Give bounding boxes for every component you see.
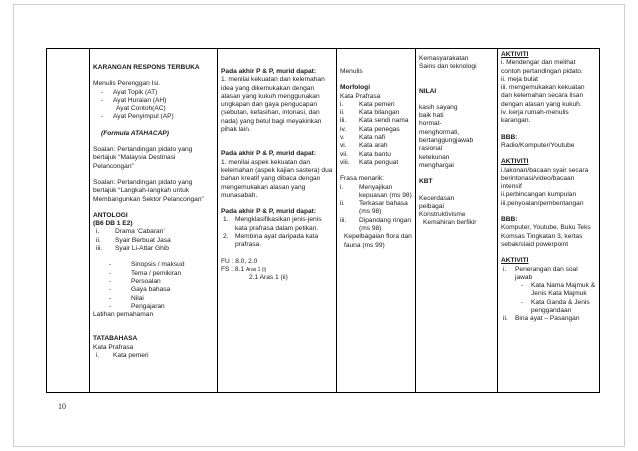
aktiviti-item: iii.penyoalan/pembentangan <box>501 199 584 207</box>
nilai-item: menghormati, <box>419 128 460 136</box>
list-item: ii. Syair Berbuat Jasa <box>96 236 171 244</box>
aktiviti-item: iv. kerja rumah-menulis karangan. <box>501 109 569 125</box>
list-item: i. Penerangan dan soal jawab <box>503 265 578 281</box>
kbt-item: Kemahiran berfikir <box>423 219 477 227</box>
fs-label: FS : 8.1 Aras 1 (i) <box>221 265 267 273</box>
aktiviti-item: i.lakonan/bacaan syair secara berintonasi/video/bacaan intensif <box>501 166 589 191</box>
theme-line: Kemasyarakatan <box>419 55 469 62</box>
aktiviti-heading: AKTIVITI <box>501 158 529 166</box>
table-row <box>47 49 600 393</box>
nilai-item: ketekunan <box>419 153 450 161</box>
list-item: ii. Bina ayat – Pasangan <box>503 315 580 323</box>
list-item: - Pengajaran <box>109 302 165 310</box>
nilai-item: menghargai <box>419 161 454 169</box>
objective-heading: Pada akhir P & P, murid dapat: <box>221 150 317 158</box>
list-item: - Nilai <box>109 294 144 302</box>
nilai-item: baik hati <box>419 112 444 120</box>
frasa-heading: Frasa menarik: <box>340 175 384 183</box>
list-item: vii. Kata bantu <box>340 150 391 158</box>
aktiviti-item: ii. meja bulat <box>501 75 539 83</box>
list-item: - Kata Nama Majmuk & Jenis Kata Majmuk <box>521 282 596 298</box>
aktiviti-item: i. Mendengar dan melihat contoh pertandingan pidato. <box>501 59 583 75</box>
list-item: - Tema / pemikiran <box>109 269 182 277</box>
question-1: Soalan: Pertandingan pidato yang bertajuk “Malaysia Destinasi Pelancongan” <box>93 146 193 170</box>
activities-cell <box>498 49 600 393</box>
nilai-item: rasional <box>419 145 443 153</box>
morfologi-heading: Morfologi <box>340 84 371 92</box>
list-item: ii. Kata bilangan <box>340 109 400 117</box>
empty-cell <box>47 49 90 393</box>
antologi-code: (B6 DB 1 E2) <box>93 220 133 228</box>
list-item: 2. Membina ayat daripada kata prafrasa. <box>223 233 319 249</box>
kbt-item: Kecerdasan <box>419 194 455 202</box>
antologi-heading: ANTOLOGI <box>93 211 128 219</box>
page-number: 10 <box>58 402 66 411</box>
menulis-label: Menulis <box>340 68 363 75</box>
lesson-plan-table <box>46 48 600 393</box>
aktiviti-item: ii.perbincangan kumpulan <box>501 191 577 199</box>
list-item: iii. Dipandang ringan (ms 98) <box>340 216 412 233</box>
list-item: ii. Terkasar bahasa (ms 98) <box>340 200 408 216</box>
list-item: i. Drama ‘Cabaran’ <box>96 228 165 236</box>
fu-label: FU : 8.0, 2.0 <box>221 257 258 265</box>
list-item: - Sinopsis / maksud <box>109 261 185 269</box>
list-item: Ayat Contoh(AC) <box>116 105 166 113</box>
nilai-item: kasih sayang <box>419 103 458 111</box>
objective-text: 1. menilai kekuatan dan kelemahan idea yang dikemukakan dengan alasan yang kukuh menggunakan ungkapan dan gaya pengucapan (sebutan, kefasihan, intonasi, dan nada) yang betul bagi meyakinkan pihak lain. <box>221 76 325 134</box>
kbt-item: Konstruktivisme <box>419 211 466 219</box>
kata-prafrasa-label: Kata Prafrasa <box>340 92 381 100</box>
fs-line2: 2.1 Aras 1 (ii) <box>249 274 288 282</box>
list-item: i. Menyajikan kepuasan (ms 98) <box>340 183 412 199</box>
aktiviti-heading: AKTIVITI <box>501 257 529 265</box>
karangan-heading: KARANGAN RESPONS TERBUKA <box>93 64 200 71</box>
nilai-item: hormat- <box>419 120 442 128</box>
theme-line: Sains dan teknologi <box>419 63 477 71</box>
values-cell <box>416 49 498 393</box>
list-item: 1. Mengklasifikasikan jenis-jenis kata prafrasa dalam petikan. <box>223 216 322 232</box>
nilai-heading: NILAI <box>419 87 437 95</box>
list-item: - Kata Ganda & Jenis penggandaan <box>521 298 590 315</box>
list-item: i. Kata pemeri <box>96 352 149 360</box>
tatabahasa-heading: TATABAHASA <box>93 335 138 343</box>
list-item: i. Kata pemeri <box>340 100 395 108</box>
question-2: Soalan: Pertandingan pidato yang bertajuk “Langkah-langkah untuk Membangunkan Sektor Pelancongan” <box>93 178 204 203</box>
objective-text: 1. menilai aspek kekuatan dan kelemahan (aspek kajian sastera) dua bahan kreatif yang dibaca dengan mengemukakan alasan yang munasabah. <box>221 158 333 199</box>
kbt-heading: KBT <box>419 178 433 186</box>
objective-heading: Pada akhir P & P, murid dapat: <box>221 68 317 75</box>
bbb-text: Radio/Komputer/Youtube <box>501 141 575 149</box>
list-item: v. Kata nafi <box>340 134 386 142</box>
list-item: - Ayat Penyimpul (AP) <box>101 113 174 121</box>
aktiviti-item: iii. mengemukakan kekuatan dan kelemahan secara lisan dengan alasan yang kukuh. <box>501 84 585 108</box>
list-item: iii. Kata sendi nama <box>340 117 409 125</box>
nilai-item: bertanggungjawab <box>419 137 474 145</box>
objectives-cell <box>218 49 337 393</box>
list-item: viii. Kata penguat <box>340 158 399 166</box>
list-item: - Gaya bahasa <box>109 286 171 294</box>
skills-cell <box>337 49 416 393</box>
aktiviti-heading: AKTIVITI <box>501 51 529 58</box>
list-item: iii. Syair Li-Attar Ghib <box>96 245 169 253</box>
formula-label: (Formula ATAHACAP) <box>101 129 170 137</box>
content-cell <box>90 49 218 393</box>
latihan-label: Latihan pemahaman <box>93 311 154 319</box>
kbt-item: pelbagai <box>419 202 444 210</box>
list-item: vi. Kata arah <box>340 142 388 150</box>
list-item: iv. Kata penegas <box>340 125 400 133</box>
list-item: - Ayat Topik (AT) <box>101 88 158 96</box>
bbb-heading: BBB: <box>501 133 518 141</box>
bbb-heading: BBB: <box>501 216 518 224</box>
objective-heading: Pada akhir P & P, murid dapat: <box>221 208 317 216</box>
frasa-last: Kepelbagaian flora dan fauna (ms 99) <box>344 233 412 249</box>
menulis-intro: Menulis Perenggan Isi. <box>93 80 161 88</box>
list-item: - Persoalan <box>109 277 161 285</box>
list-item: - Ayat Huraian (AH) <box>101 96 167 104</box>
bbb-text: Komputer, Youtube, Buku Teks Komsas Tingkatan 3, kertas sebak/slaid powerpoint <box>501 224 591 248</box>
kata-prafrasa-label: Kata Prafrasa <box>93 343 134 351</box>
